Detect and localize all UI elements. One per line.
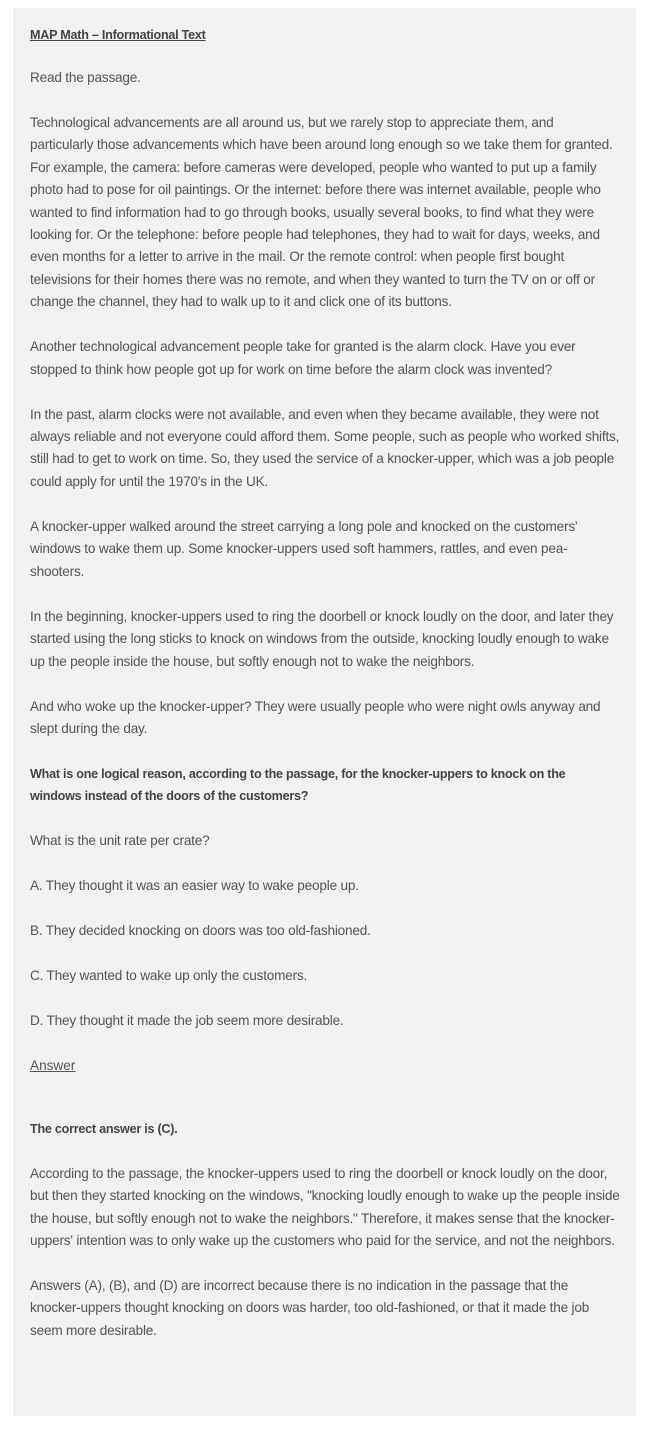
passage-paragraph: Technological advancements are all around us, but we rarely stop to appreciate them, and particularly those advancements which have been around long enough so we take them for granted. For example, the camera: before cameras were developed, people who wanted to put up a family photo had to pose for oil paintings. Or the internet: before there was internet available, people who wanted to find information had to go through books, usually several books, to find what they were looking for. Or the telephone: before people had telephones, they had to wait for days, weeks, and even months for a letter to arrive in the mail. Or the remote control: when people first bought televisions for their homes there was no remote, and when they wanted to turn the TV on or off or change the channel, they had to walk up to it and click one of its buttons. <box>30 115 613 310</box>
passage-paragraph: Another technological advancement people take for granted is the alarm clock. Have you ever stopped to think how people got up for work on time before the alarm clock was invented? <box>30 339 576 377</box>
correct-answer-text: The correct answer is (C). <box>30 1121 178 1136</box>
content-card <box>13 8 636 1416</box>
answer-option-a: A. They thought it was an easier way to wake people up. <box>30 878 359 894</box>
sub-question-text: What is the unit rate per crate? <box>30 833 210 849</box>
explanation-paragraph: According to the passage, the knocker-uppers used to ring the doorbell or knock loudly on the door, but then they started knocking on the windows, "knocking loudly enough to wake up the people inside the house, but softly enough not to wake the neighbors." Therefore, it makes sense that the knocker-uppers' intention was to only wake up the customers who paid for the service, and not the neighbors. <box>30 1165 620 1248</box>
page-heading: MAP Math – Informational Text <box>30 28 206 42</box>
explanation-paragraph: Answers (A), (B), and (D) are incorrect because there is no indication in the passage that the knocker-uppers thought knocking on doors was harder, too old-fashioned, or that it made the job seem more desirable. <box>30 1277 590 1338</box>
answer-option-c: C. They wanted to wake up only the customers. <box>30 968 308 984</box>
passage-paragraph: A knocker-upper walked around the street carrying a long pole and knocked on the customers' windows to wake them up. Some knocker-uppers used soft hammers, rattles, and even pea-shooters. <box>30 518 578 579</box>
answer-option-d: D. They thought it made the job seem more desirable. <box>30 1013 344 1029</box>
passage-paragraph: In the past, alarm clocks were not available, and even when they became available, they were not always reliable and not everyone could afford them. Some people, such as people who worked shifts, still had to get to work on time. So, they used the service of a knocker-upper, which was a job people could apply for until the 1970's in the UK. <box>30 406 620 489</box>
passage-paragraph: And who woke up the knocker-upper? They were usually people who were night owls anyway and slept during the day. <box>30 698 601 736</box>
answer-toggle-link[interactable]: Answer <box>30 1058 76 1074</box>
question-text: What is one logical reason, according to the passage, for the knocker-uppers to knock on the windows instead of the doors of the customers? <box>30 766 566 804</box>
instruction-text: Read the passage. <box>30 70 141 85</box>
answer-option-b: B. They decided knocking on doors was too old-fashioned. <box>30 923 371 939</box>
passage-paragraph: In the beginning, knocker-uppers used to ring the doorbell or knock loudly on the door, and later they started using the long sticks to knock on windows from the outside, knocking loudly enough to wake up the people inside the house, but softly enough not to wake the neighbors. <box>30 608 614 669</box>
